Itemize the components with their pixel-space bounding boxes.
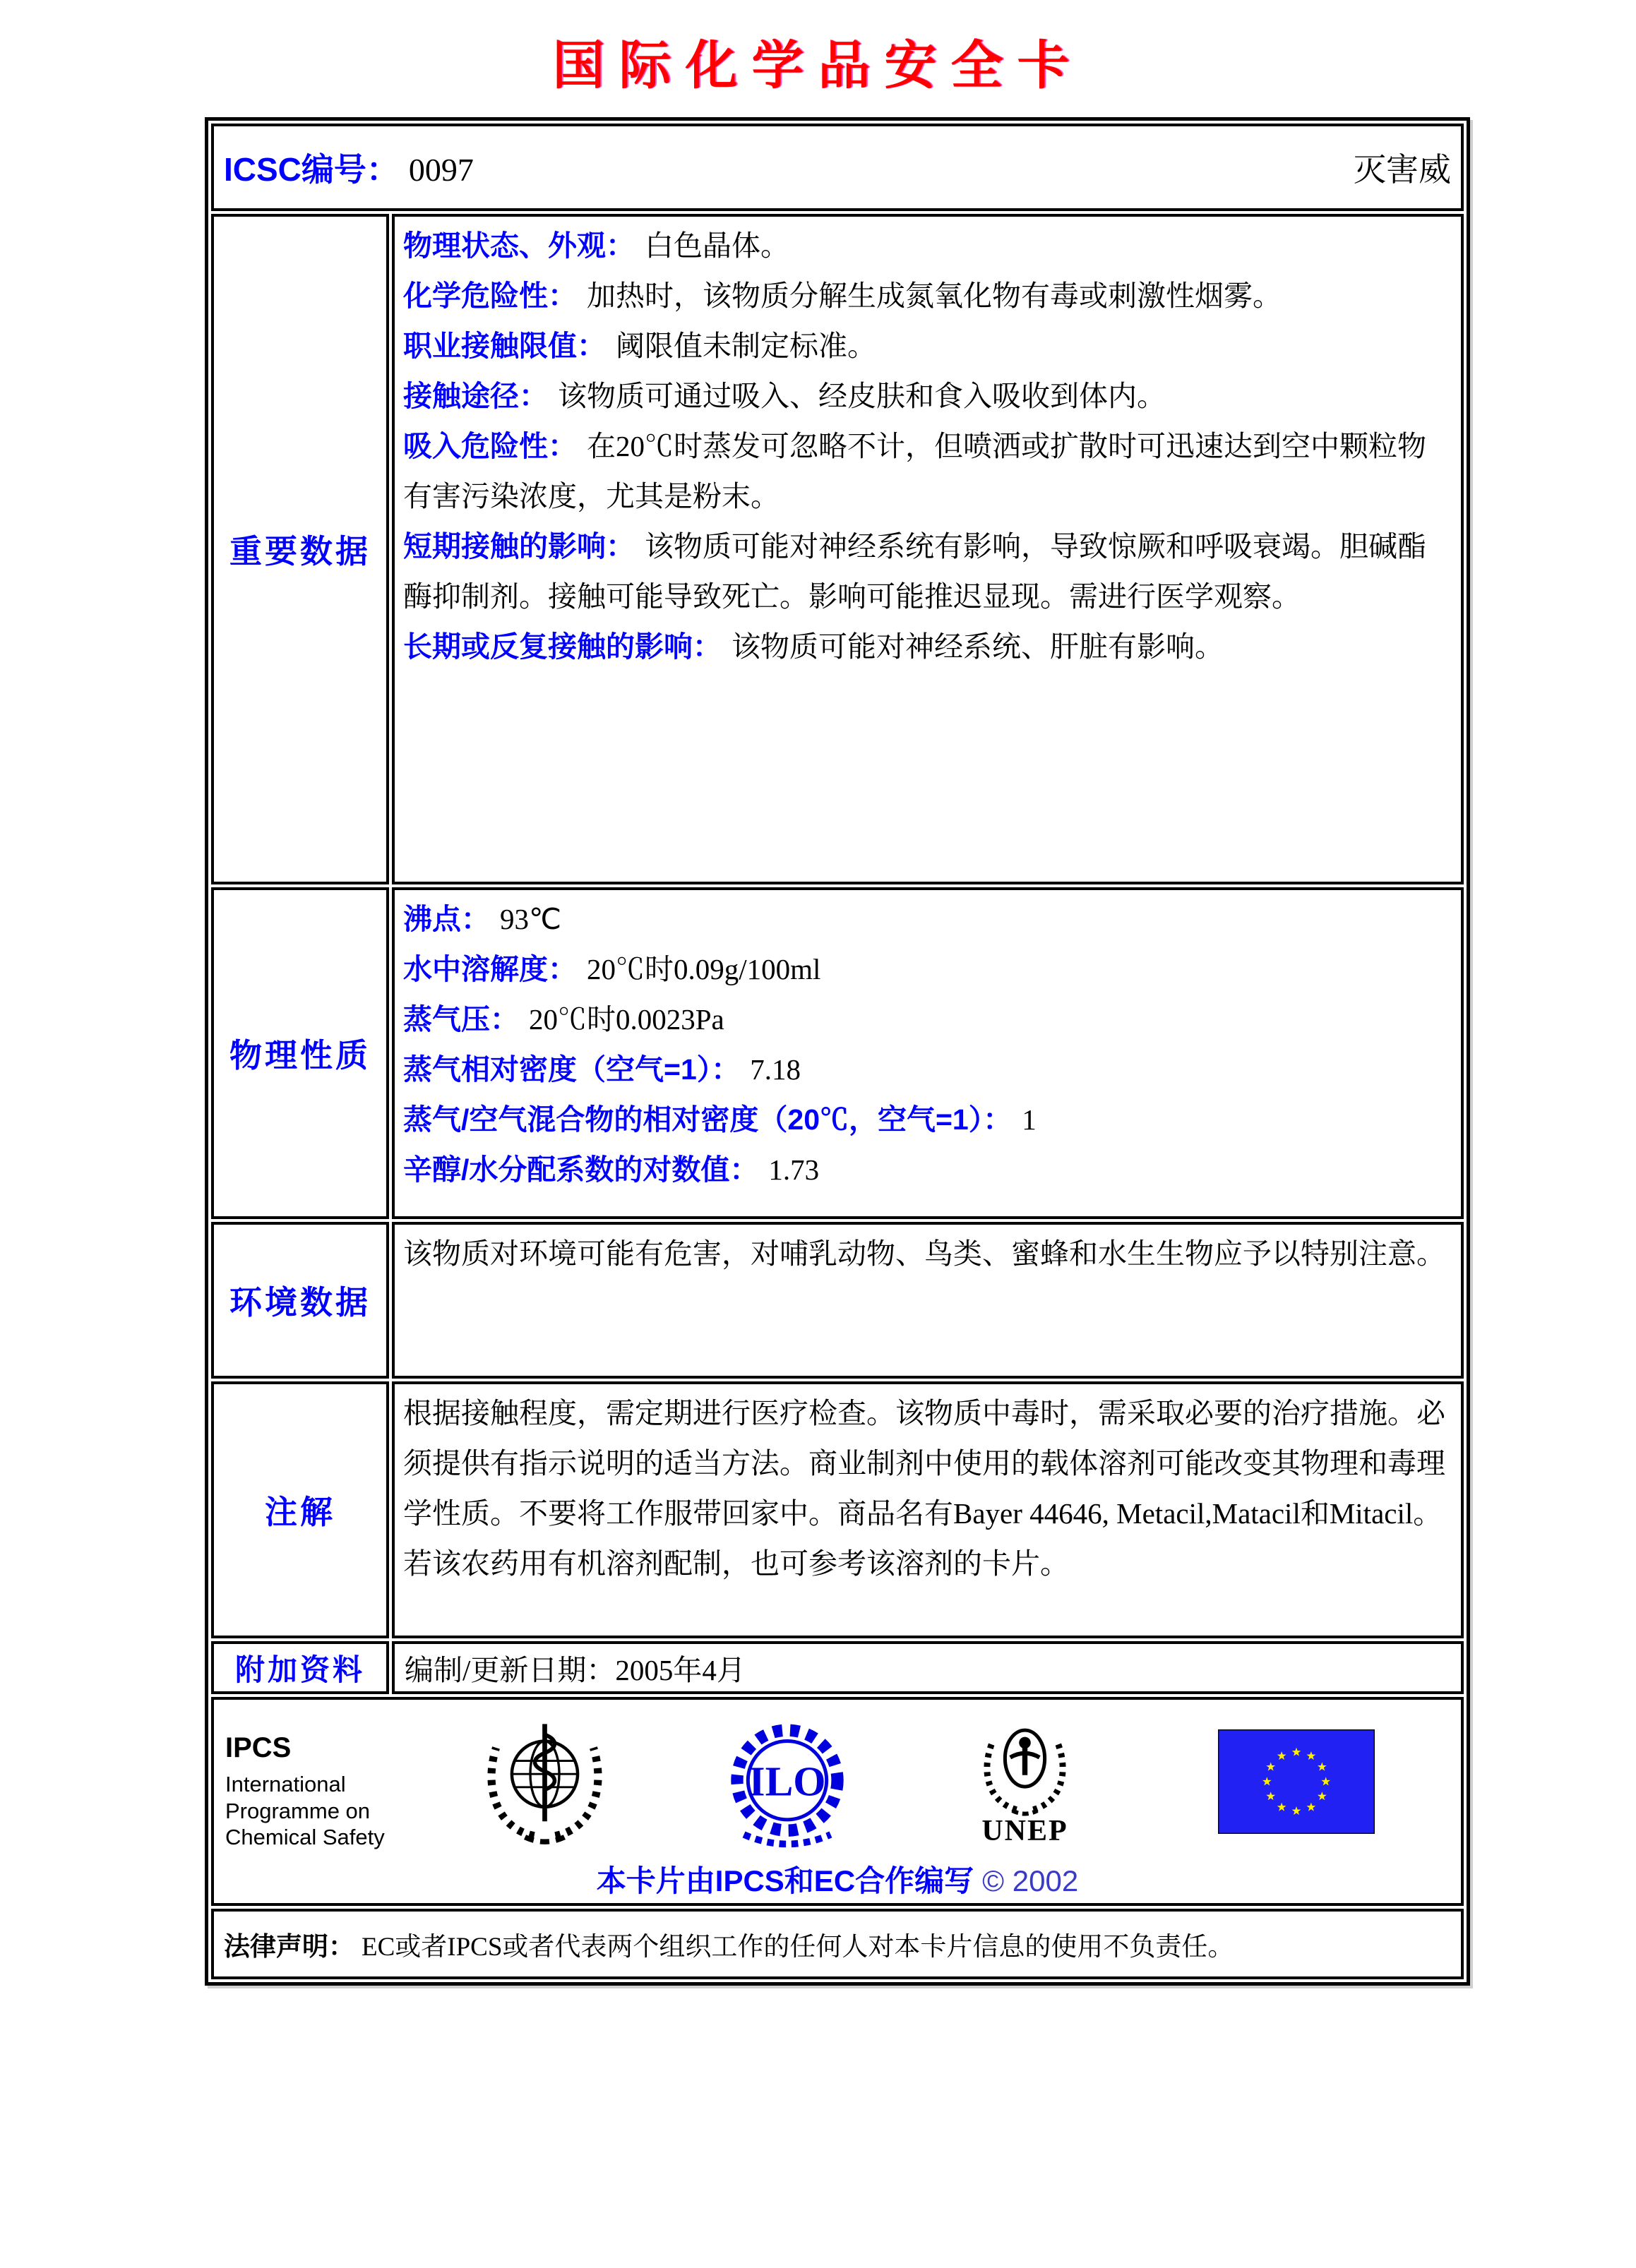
item-label: 辛醇/水分配系数的对数值： [403, 1153, 759, 1186]
ipcs-line: International [225, 1771, 346, 1796]
section-label-physical-properties: 物理性质 [211, 887, 389, 1219]
item-text: 该物质可能对神经系统、肝脏有影响。 [732, 630, 1224, 663]
page-title: 国际化学品安全卡 [552, 36, 1084, 95]
data-item [403, 944, 1451, 995]
data-item [403, 221, 1451, 271]
copyright-text: © 2002 [982, 1864, 1079, 1897]
eu-flag-icon [1218, 1729, 1375, 1834]
data-item [403, 522, 1451, 622]
section-text: 该物质对环境可能有危害，对哺乳动物、鸟类、蜜蜂和水生生物应予以特别注意。 [403, 1237, 1445, 1270]
item-label: 水中溶解度： [403, 953, 577, 985]
item-label: 接触途径： [403, 380, 548, 412]
item-label: 职业接触限值： [403, 330, 606, 362]
data-item [403, 421, 1451, 522]
data-item [403, 1145, 1451, 1195]
table-row [211, 214, 1464, 884]
item-text: 白色晶体。 [645, 229, 789, 262]
section-content-physical-properties [392, 887, 1464, 1219]
data-item [403, 894, 1451, 944]
section-content-environmental-data [392, 1222, 1464, 1379]
icsc-number-value: 0097 [408, 152, 474, 188]
icsc-number-group [224, 144, 474, 191]
who-logo-icon [472, 1708, 617, 1853]
item-label: 物理状态、外观： [403, 229, 635, 262]
section-content-important-data [392, 214, 1464, 884]
legal-text: EC或者IPCS或者代表两个组织工作的任何人对本卡片信息的使用不负责任。 [362, 1933, 1234, 1962]
icsc-number-label: ICSC编号： [224, 151, 399, 188]
chemical-name: 灭害威 [1354, 152, 1451, 188]
legal-label: 法律声明： [224, 1932, 354, 1961]
icsc-card-table [205, 117, 1470, 1986]
unep-label: UNEP [981, 1815, 1068, 1847]
table-row [211, 887, 1464, 1219]
unep-emblem-icon [967, 1712, 1083, 1817]
item-text: 在20℃时蒸发可忽略不计，但喷洒或扩散时可迅速达到空中颗粒物有害污染浓度，尤其是粉末。 [403, 430, 1426, 512]
item-label: 蒸气相对密度（空气=1）： [403, 1053, 741, 1086]
item-label: 蒸气/空气混合物的相对密度（20℃，空气=1）： [403, 1103, 1013, 1136]
table-row [211, 1909, 1464, 1979]
data-item [403, 622, 1451, 672]
ipcs-line: Chemical Safety [225, 1825, 385, 1850]
ipcs-name: IPCS [225, 1732, 292, 1763]
section-label-important-data: 重要数据 [211, 214, 389, 884]
item-text: 20℃时0.0023Pa [529, 1003, 724, 1036]
section-label-additional-info: 附加资料 [211, 1641, 389, 1694]
item-text: 该物质可能对神经系统有影响，导致惊厥和呼吸衰竭。胆碱酯酶抑制剂。接触可能导致死亡。影响可能推迟显现。需进行医学观察。 [403, 530, 1426, 613]
data-item [403, 321, 1451, 371]
data-item [403, 1095, 1451, 1145]
item-label: 短期接触的影响： [403, 530, 635, 563]
item-text: 阈限值未制定标准。 [616, 330, 876, 362]
card-header [224, 144, 1451, 191]
table-row [211, 1381, 1464, 1638]
unep-logo [967, 1712, 1083, 1848]
legal-row [211, 1909, 1464, 1979]
table-row [211, 1222, 1464, 1379]
data-item [403, 271, 1451, 321]
data-item [403, 1045, 1451, 1095]
table-row [211, 1641, 1464, 1694]
logos-row [211, 1697, 1464, 1906]
data-item [403, 995, 1451, 1045]
item-text: 该物质可通过吸入、经皮肤和食入吸收到体内。 [558, 380, 1166, 412]
item-text: 20℃时0.09g/100ml [587, 953, 821, 985]
table-row [211, 124, 1464, 211]
item-label: 吸入危险性： [403, 430, 577, 462]
item-label: 长期或反复接触的影响： [403, 630, 722, 663]
table-row [211, 1697, 1464, 1906]
section-label-notes: 注解 [211, 1381, 389, 1638]
card-caption [214, 1858, 1461, 1900]
item-label: 沸点： [403, 903, 490, 935]
item-text: 93℃ [500, 903, 562, 935]
section-content-additional-info: 编制/更新日期：2005年4月 [392, 1641, 1464, 1694]
section-label-environmental-data: 环境数据 [211, 1222, 389, 1379]
header-cell [211, 124, 1464, 211]
ilo-logo-icon [720, 1715, 855, 1851]
item-label: 化学危险性： [403, 280, 577, 312]
item-text: 1 [1022, 1103, 1037, 1136]
item-text: 1.73 [768, 1153, 820, 1186]
section-content-notes [392, 1381, 1464, 1638]
item-text: 7.18 [750, 1053, 801, 1086]
caption-text: 本卡片由IPCS和EC合作编写 [596, 1864, 974, 1897]
item-label: 蒸气压： [403, 1003, 519, 1036]
section-text: 根据接触程度，需定期进行医疗检查。该物质中毒时，需采取必要的治疗措施。必须提供有指示说明的适当方法。商业制剂中使用的载体溶剂可能改变其物理和毒理学性质。不要将工作服带回家中。商品名有Bayer 44646, Metacil,Matacil和Mitacil。若该农药用有机溶剂配制，也可参考该溶剂的卡片。 [403, 1397, 1445, 1580]
svg-text:ILO: ILO [748, 1758, 826, 1805]
data-item [403, 371, 1451, 421]
ipcs-text-block [225, 1731, 385, 1851]
item-text: 加热时，该物质分解生成氮氧化物有毒或刺激性烟雾。 [587, 280, 1282, 312]
ipcs-line: Programme on [225, 1798, 371, 1823]
